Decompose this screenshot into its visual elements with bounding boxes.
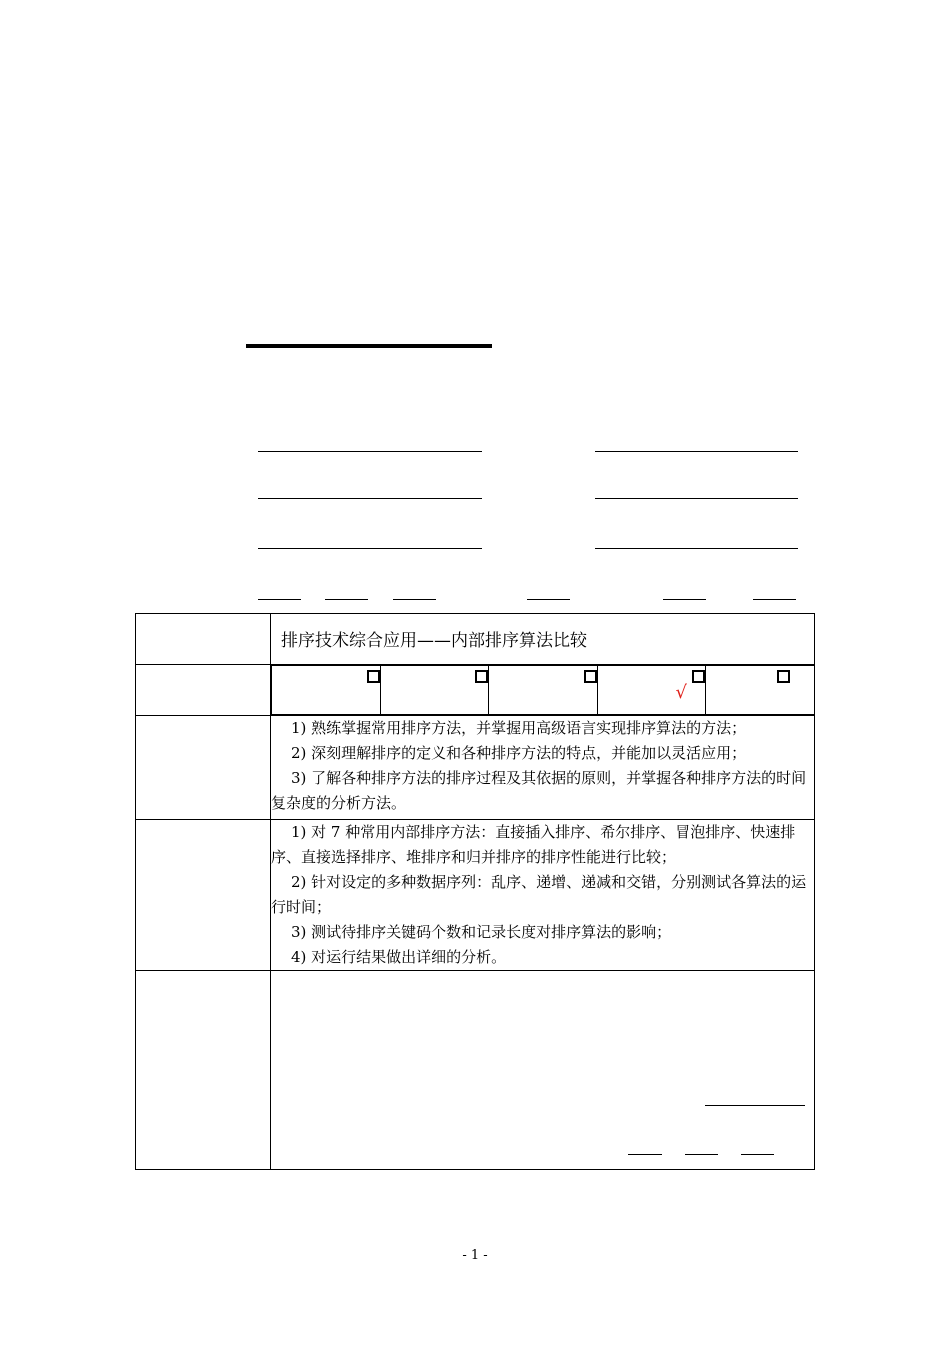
title-rule [246,344,492,348]
sign-date-month[interactable] [685,1154,718,1155]
label-cell-comments [136,971,271,1170]
objective-item: 3) 了解各种排序方法的排序过程及其依据的原则，并掌握各种排序方法的时间复杂度的分析方法。 [271,769,807,812]
check-mark-icon: √ [675,682,687,703]
experiment-type-choices [271,665,814,715]
label-cell-contents [136,820,271,971]
blank-date-month[interactable] [325,599,368,600]
content-item: 3) 测试待排序关键码个数和记录长度对排序算法的影响； [291,923,672,941]
choice-option-5[interactable] [706,666,815,715]
blank-line-name[interactable] [258,451,482,452]
label-cell-objectives [136,716,271,820]
objective-item: 2) 深刻理解排序的定义和各种排序方法的特点，并能加以灵活应用； [291,744,747,762]
contents-section [271,820,815,971]
checkbox[interactable] [584,670,597,683]
signature-line[interactable] [705,1105,805,1106]
choice-option-1[interactable] [272,666,381,715]
blank-date2-year[interactable] [527,599,570,600]
objective-item: 1) 熟练掌握常用排序方法，并掌握用高级语言实现排序算法的方法； [291,719,747,737]
label-cell-type [136,665,271,716]
choice-option-2[interactable] [380,666,489,715]
comments-section [271,971,815,1170]
blank-date2-month[interactable] [663,599,706,600]
checkbox[interactable] [692,670,705,683]
page-number: - 1 - [462,1248,488,1263]
sign-date-day[interactable] [741,1154,774,1155]
label-cell-title [136,614,271,665]
checkbox[interactable] [777,670,790,683]
experiment-form [135,613,815,1170]
content-item: 1) 对 7 种常用内部排序方法：直接插入排序、希尔排序、冒泡排序、快速排序、直接选择排序、堆排序和归并排序的排序性能进行比较； [271,823,796,866]
blank-date-day[interactable] [393,599,436,600]
content-item: 2) 针对设定的多种数据序列：乱序、递增、递减和交错，分别测试各算法的运行时间； [271,873,807,916]
blank-line-course[interactable] [595,548,798,549]
objectives-section [271,716,815,820]
choice-option-4[interactable] [597,666,706,715]
choice-option-3[interactable] [489,666,598,715]
sign-date-year[interactable] [628,1154,662,1155]
experiment-title: 排序技术综合应用——内部排序算法比较 [271,614,815,665]
checkbox[interactable] [367,670,380,683]
blank-date-year[interactable] [258,599,301,600]
blank-line-id[interactable] [595,451,798,452]
checkbox[interactable] [475,670,488,683]
blank-line-major[interactable] [595,498,798,499]
blank-line-teacher[interactable] [258,548,482,549]
content-item: 4) 对运行结果做出详细的分析。 [291,948,507,966]
blank-date2-day[interactable] [753,599,796,600]
blank-line-class[interactable] [258,498,482,499]
